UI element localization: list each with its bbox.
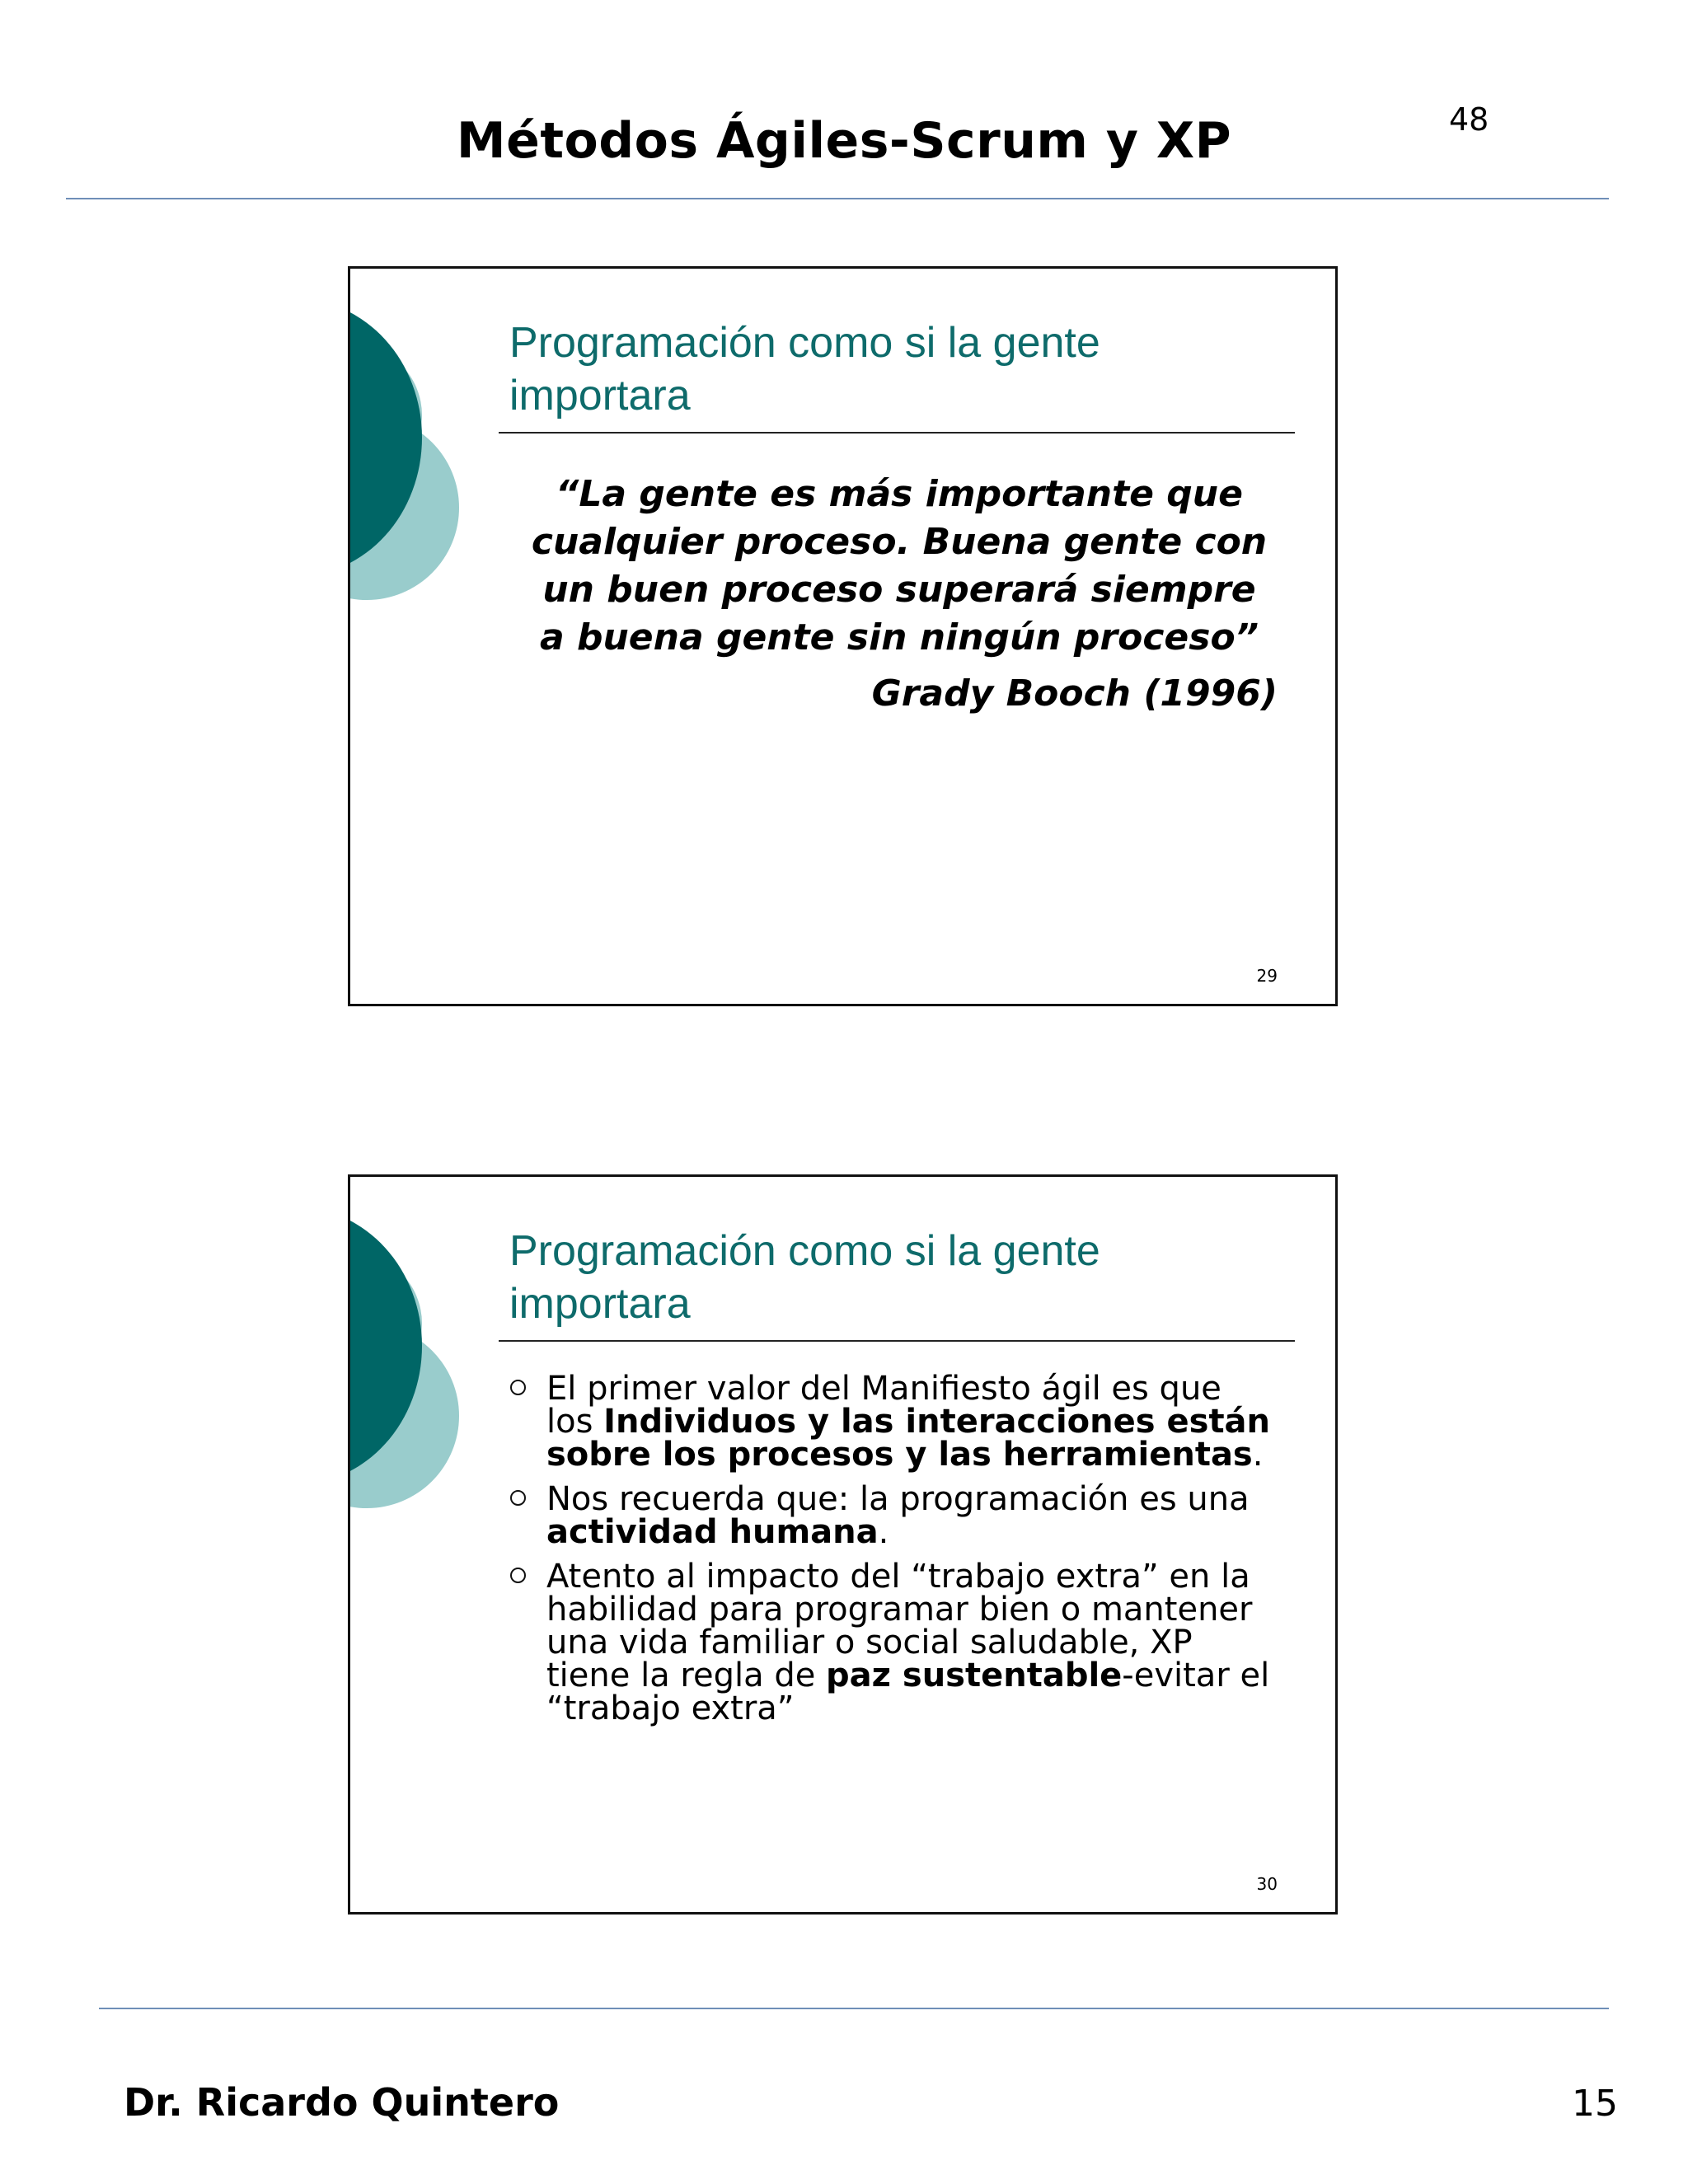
footer-page-number: 15 bbox=[1572, 2083, 1618, 2125]
bullet-circle-icon bbox=[510, 1568, 526, 1583]
bullet-text: -evitar el “trabajo extra” bbox=[546, 1657, 1270, 1727]
bullet-text: . bbox=[1252, 1436, 1264, 1474]
slide-title-divider bbox=[499, 1340, 1295, 1342]
footer-divider bbox=[99, 2008, 1609, 2009]
quote-line: “La gente es más importante que bbox=[556, 473, 1243, 515]
bullet-text: Nos recuerda que: la programación es una bbox=[546, 1480, 1250, 1518]
bullet-emphasis: Individuos y las interacciones están sobre los procesos y las herramientas bbox=[546, 1403, 1271, 1474]
slide-29 bbox=[348, 266, 1338, 1006]
bullet-item bbox=[507, 1370, 1273, 1474]
quote-line: a buena gente sin ningún proceso” bbox=[539, 616, 1259, 658]
bullet-text: Atento al impacto del “trabajo extra” en la habilidad para programar bien o mantener una vida familiar o social saludable, XP tiene la regla de bbox=[546, 1558, 1253, 1694]
slide-decoration-circles bbox=[350, 269, 515, 1006]
slide-number: 29 bbox=[1256, 966, 1278, 986]
slide-decoration-circles bbox=[350, 1177, 515, 1915]
page-reference-number: 48 bbox=[1449, 101, 1489, 138]
bullet-item bbox=[507, 1560, 1273, 1725]
slide-30 bbox=[348, 1174, 1338, 1915]
slide-title: Programación como si la gente importara bbox=[509, 1227, 1100, 1328]
bullet-circle-icon bbox=[510, 1490, 526, 1506]
slide-title-divider bbox=[499, 432, 1295, 434]
footer-author: Dr. Ricardo Quintero bbox=[124, 2080, 560, 2125]
header-divider bbox=[66, 198, 1609, 199]
bullet-circle-icon bbox=[510, 1380, 526, 1395]
bullet-text: . bbox=[878, 1513, 889, 1551]
bullet-text: El primer valor del Manifiesto ágil es que los bbox=[546, 1370, 1221, 1441]
quote bbox=[528, 471, 1270, 662]
bullet-item bbox=[507, 1480, 1273, 1551]
quote-author: Grady Booch (1996) bbox=[871, 673, 1278, 715]
page-title: Métodos Ágiles-Scrum y XP bbox=[456, 112, 1232, 170]
quote-line: un buen proceso superará siempre bbox=[542, 569, 1256, 611]
bullet-emphasis: paz sustentable bbox=[826, 1657, 1123, 1694]
slide-number: 30 bbox=[1256, 1874, 1278, 1894]
bullet-emphasis: actividad humana bbox=[546, 1513, 879, 1551]
bullet-list bbox=[507, 1372, 1273, 1736]
slide-title: Programación como si la gente importara bbox=[509, 319, 1100, 419]
quote-line: cualquier proceso. Buena gente con bbox=[531, 521, 1268, 563]
